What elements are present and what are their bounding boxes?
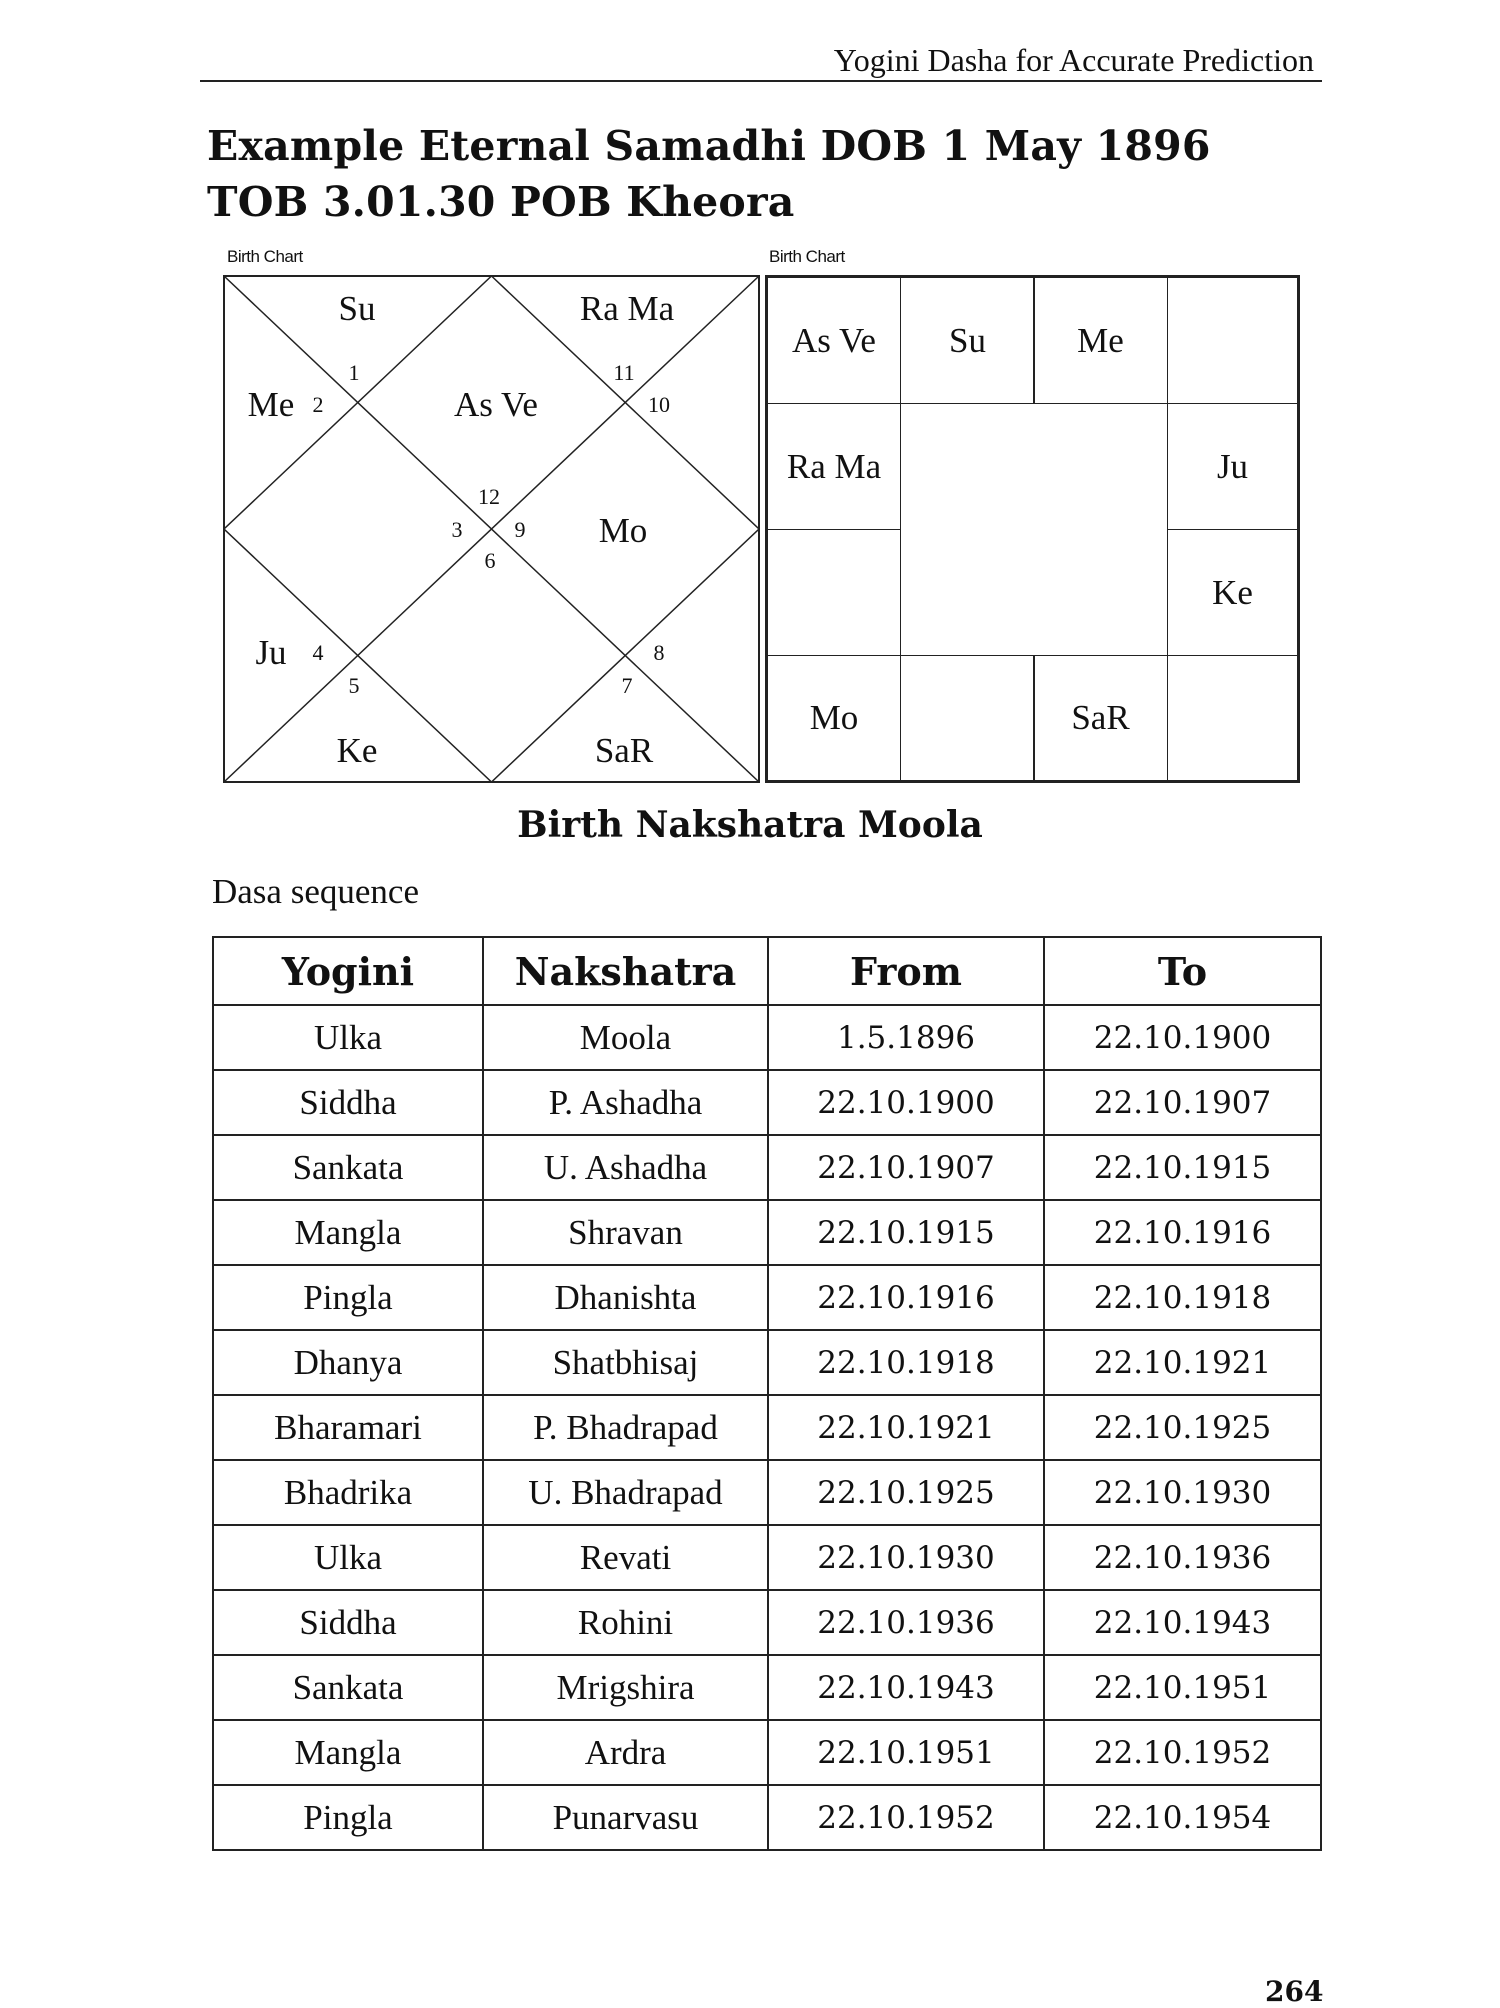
south-cell-sagittarius: Mo <box>767 655 901 781</box>
table-header-row <box>213 937 1321 1005</box>
from-date-cell: 22.10.1943 <box>768 1655 1044 1720</box>
from-date-cell: 22.10.1915 <box>768 1200 1044 1265</box>
north-house-1-number: 1 <box>348 360 360 385</box>
north-house-3-number: 3 <box>451 517 463 542</box>
to-date-cell: 22.10.1936 <box>1044 1525 1321 1590</box>
from-date-cell: 1.5.1896 <box>768 1005 1044 1070</box>
north-chart-lines <box>223 275 760 783</box>
south-cell-pisces: As Ve <box>767 277 901 404</box>
north-house-5-planets: Ke <box>336 731 378 770</box>
table-row <box>213 1135 1321 1200</box>
north-house-11-number: 11 <box>613 360 635 385</box>
south-cell-gemini <box>1167 277 1298 404</box>
nakshatra-cell: Dhanishta <box>483 1265 768 1330</box>
to-date-cell: 22.10.1915 <box>1044 1135 1321 1200</box>
birth-nakshatra-heading: Birth Nakshatra Moola <box>517 804 983 846</box>
column-header-to: To <box>1044 937 1321 1005</box>
running-header <box>200 40 1322 82</box>
nakshatra-cell: P. Bhadrapad <box>483 1395 768 1460</box>
page-number: 264 <box>1265 1975 1324 2008</box>
table-row <box>213 1070 1321 1135</box>
north-chart-label: Birth Chart <box>227 247 303 266</box>
yogini-cell: Bharamari <box>213 1395 483 1460</box>
from-date-cell: 22.10.1918 <box>768 1330 1044 1395</box>
to-date-cell: 22.10.1951 <box>1044 1655 1321 1720</box>
nakshatra-cell: Rohini <box>483 1590 768 1655</box>
north-house-6-number: 6 <box>484 548 496 573</box>
north-house-2-number: 2 <box>312 392 324 417</box>
table-row <box>213 1330 1321 1395</box>
south-cell-aquarius: Ra Ma <box>767 403 901 530</box>
nakshatra-cell: P. Ashadha <box>483 1070 768 1135</box>
south-cell-scorpio <box>900 655 1035 781</box>
table-row <box>213 1525 1321 1590</box>
table-row <box>213 1395 1321 1460</box>
yogini-cell: Pingla <box>213 1265 483 1330</box>
to-date-cell: 22.10.1921 <box>1044 1330 1321 1395</box>
to-date-cell: 22.10.1925 <box>1044 1395 1321 1460</box>
table-row <box>213 1720 1321 1785</box>
column-header-yogini: Yogini <box>213 937 483 1005</box>
north-house-12-number: 12 <box>478 484 500 509</box>
south-indian-birth-chart <box>765 275 1300 783</box>
dasa-sequence-label: Dasa sequence <box>212 872 419 911</box>
south-cell-libra: SaR <box>1033 655 1168 781</box>
south-cell-aries: Su <box>900 277 1035 404</box>
south-cell-cancer: Ju <box>1167 403 1298 530</box>
north-house-2-planets: Me <box>247 385 295 424</box>
to-date-cell: 22.10.1900 <box>1044 1005 1321 1070</box>
north-house-7-number: 7 <box>621 673 633 698</box>
page-title: Example Eternal Samadhi DOB 1 May 1896 TOB 3.01.30 POB Kheora <box>207 122 1211 226</box>
column-header-from: From <box>768 937 1044 1005</box>
yogini-cell: Ulka <box>213 1525 483 1590</box>
north-house-1-planets: Su <box>338 289 376 328</box>
to-date-cell: 22.10.1907 <box>1044 1070 1321 1135</box>
south-cell-capricorn <box>767 529 901 656</box>
yogini-cell: Sankata <box>213 1135 483 1200</box>
from-date-cell: 22.10.1951 <box>768 1720 1044 1785</box>
yogini-cell: Ulka <box>213 1005 483 1070</box>
table-row <box>213 1785 1321 1850</box>
south-chart-label: Birth Chart <box>769 247 845 266</box>
south-cell-leo: Ke <box>1167 529 1298 656</box>
to-date-cell: 22.10.1916 <box>1044 1200 1321 1265</box>
from-date-cell: 22.10.1936 <box>768 1590 1044 1655</box>
nakshatra-cell: Shravan <box>483 1200 768 1265</box>
north-house-8-number: 8 <box>653 640 665 665</box>
north-house-4-planets: Ju <box>255 633 287 672</box>
from-date-cell: 22.10.1925 <box>768 1460 1044 1525</box>
north-house-9-number: 9 <box>514 517 526 542</box>
north-house-11-planets: Ra Ma <box>579 289 675 328</box>
table-row <box>213 1460 1321 1525</box>
to-date-cell: 22.10.1930 <box>1044 1460 1321 1525</box>
from-date-cell: 22.10.1921 <box>768 1395 1044 1460</box>
yogini-cell: Dhanya <box>213 1330 483 1395</box>
to-date-cell: 22.10.1952 <box>1044 1720 1321 1785</box>
from-date-cell: 22.10.1916 <box>768 1265 1044 1330</box>
table-row <box>213 1005 1321 1070</box>
north-house-5-number: 5 <box>348 673 360 698</box>
nakshatra-cell: Shatbhisaj <box>483 1330 768 1395</box>
from-date-cell: 22.10.1900 <box>768 1070 1044 1135</box>
table-row <box>213 1200 1321 1265</box>
yogini-cell: Siddha <box>213 1590 483 1655</box>
table-row <box>213 1590 1321 1655</box>
nakshatra-cell: U. Ashadha <box>483 1135 768 1200</box>
north-house-7-planets: SaR <box>594 731 654 770</box>
running-header-text: Yogini Dasha for Accurate Prediction <box>833 42 1314 78</box>
south-chart-center <box>900 403 1168 655</box>
nakshatra-cell: Moola <box>483 1005 768 1070</box>
from-date-cell: 22.10.1907 <box>768 1135 1044 1200</box>
yogini-cell: Mangla <box>213 1720 483 1785</box>
nakshatra-cell: Ardra <box>483 1720 768 1785</box>
dasa-sequence-table <box>212 936 1322 1851</box>
from-date-cell: 22.10.1930 <box>768 1525 1044 1590</box>
table-row <box>213 1265 1321 1330</box>
table-row <box>213 1655 1321 1720</box>
to-date-cell: 22.10.1918 <box>1044 1265 1321 1330</box>
north-house-4-number: 4 <box>312 640 324 665</box>
yogini-cell: Sankata <box>213 1655 483 1720</box>
from-date-cell: 22.10.1952 <box>768 1785 1044 1850</box>
north-house-9-planets: Mo <box>598 511 648 550</box>
to-date-cell: 22.10.1943 <box>1044 1590 1321 1655</box>
south-cell-virgo <box>1167 655 1298 781</box>
yogini-cell: Pingla <box>213 1785 483 1850</box>
north-house-10-number: 10 <box>648 392 670 417</box>
yogini-cell: Bhadrika <box>213 1460 483 1525</box>
to-date-cell: 22.10.1954 <box>1044 1785 1321 1850</box>
north-house-12-planets: As Ve <box>454 385 538 424</box>
nakshatra-cell: Punarvasu <box>483 1785 768 1850</box>
nakshatra-cell: Revati <box>483 1525 768 1590</box>
south-cell-taurus: Me <box>1033 277 1168 404</box>
north-indian-birth-chart <box>223 275 760 783</box>
nakshatra-cell: U. Bhadrapad <box>483 1460 768 1525</box>
yogini-cell: Siddha <box>213 1070 483 1135</box>
column-header-nakshatra: Nakshatra <box>483 937 768 1005</box>
nakshatra-cell: Mrigshira <box>483 1655 768 1720</box>
yogini-cell: Mangla <box>213 1200 483 1265</box>
